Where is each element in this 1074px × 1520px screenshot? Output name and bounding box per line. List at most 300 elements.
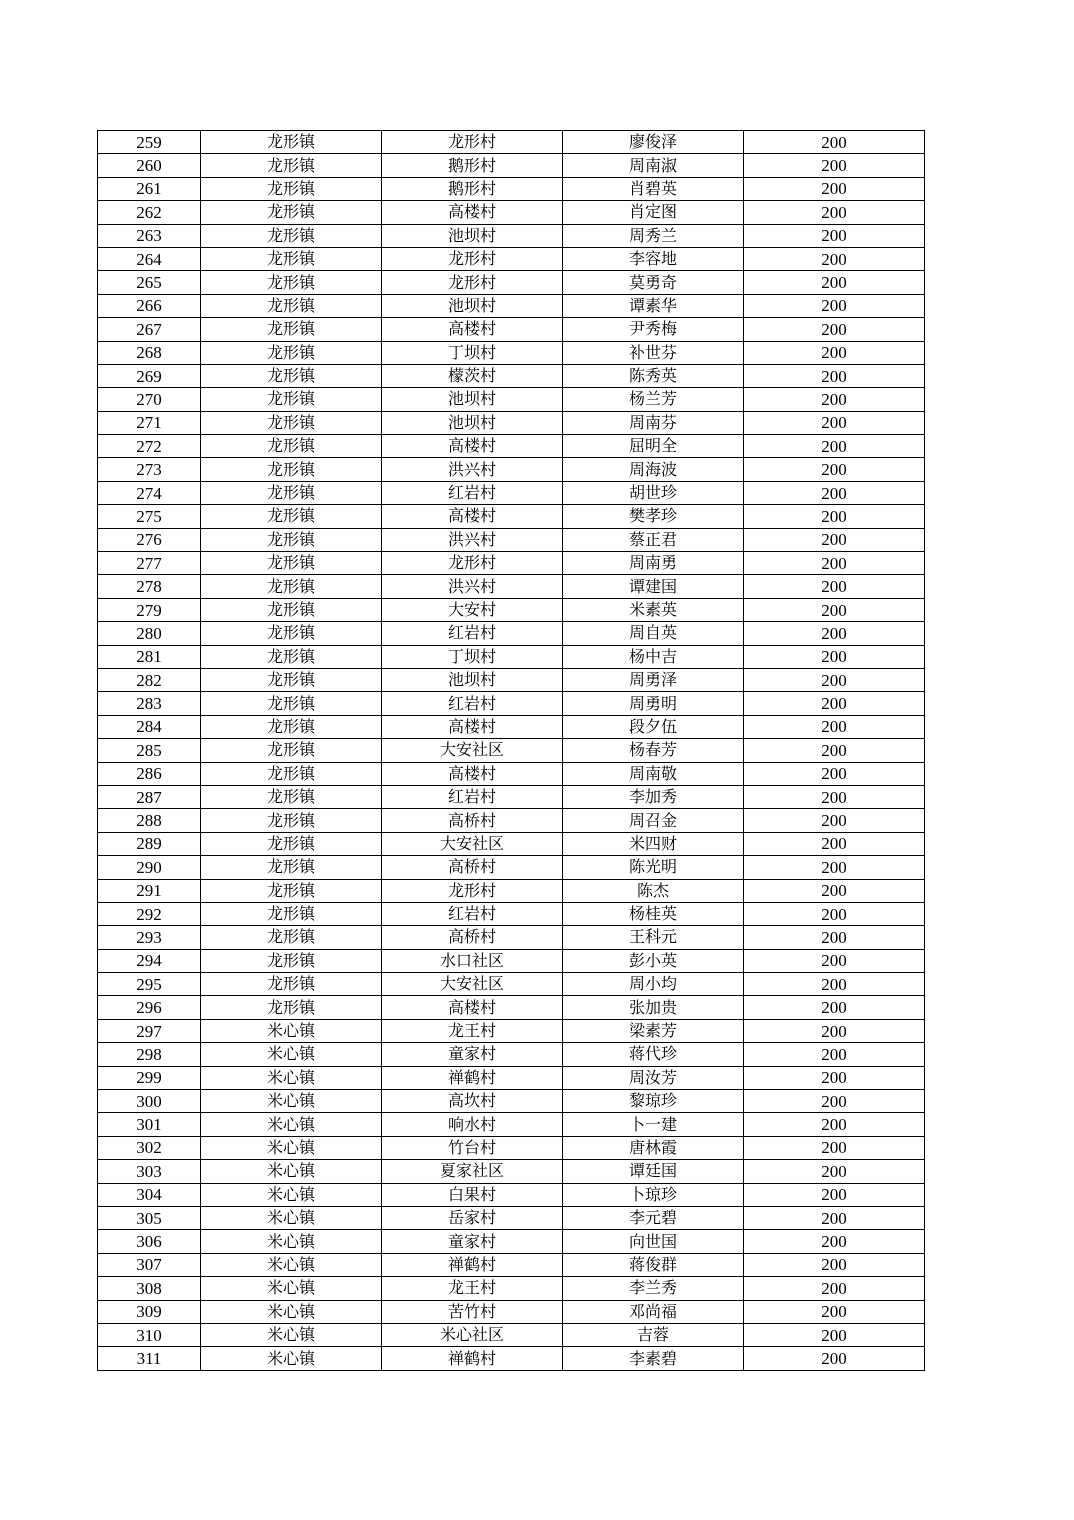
- cell-town: 龙形镇: [201, 996, 382, 1019]
- cell-village: 洪兴村: [382, 528, 563, 551]
- table-row: [98, 341, 925, 364]
- cell-village: 洪兴村: [382, 458, 563, 481]
- cell-number: 302: [98, 1136, 201, 1159]
- cell-amount: 200: [744, 598, 925, 621]
- cell-name: 陈光明: [563, 856, 744, 879]
- cell-number: 287: [98, 785, 201, 808]
- cell-amount: 200: [744, 177, 925, 200]
- table-row: [98, 505, 925, 528]
- cell-number: 300: [98, 1090, 201, 1113]
- cell-name: 谭素华: [563, 294, 744, 317]
- cell-town: 米心镇: [201, 1066, 382, 1089]
- cell-town: 米心镇: [201, 1160, 382, 1183]
- table-row: [98, 201, 925, 224]
- cell-village: 响水村: [382, 1113, 563, 1136]
- table-row: [98, 879, 925, 902]
- cell-number: 297: [98, 1019, 201, 1042]
- cell-village: 鹅形村: [382, 154, 563, 177]
- cell-amount: 200: [744, 1066, 925, 1089]
- table-row: [98, 435, 925, 458]
- cell-name: 王科元: [563, 926, 744, 949]
- table-row: [98, 1230, 925, 1253]
- cell-village: 竹台村: [382, 1136, 563, 1159]
- table-row: [98, 1019, 925, 1042]
- cell-name: 李容地: [563, 247, 744, 270]
- cell-town: 米心镇: [201, 1323, 382, 1346]
- cell-amount: 200: [744, 856, 925, 879]
- cell-amount: 200: [744, 481, 925, 504]
- cell-village: 龙王村: [382, 1019, 563, 1042]
- cell-name: 陈秀英: [563, 364, 744, 387]
- cell-name: 米四财: [563, 832, 744, 855]
- cell-number: 270: [98, 388, 201, 411]
- cell-name: 杨兰芳: [563, 388, 744, 411]
- table-row: [98, 926, 925, 949]
- cell-village: 高桥村: [382, 856, 563, 879]
- cell-town: 龙形镇: [201, 856, 382, 879]
- cell-amount: 200: [744, 1323, 925, 1346]
- table-row: [98, 1347, 925, 1370]
- cell-name: 周汝芳: [563, 1066, 744, 1089]
- cell-village: 檬茨村: [382, 364, 563, 387]
- cell-village: 童家村: [382, 1230, 563, 1253]
- cell-village: 龙形村: [382, 271, 563, 294]
- cell-number: 298: [98, 1043, 201, 1066]
- cell-town: 龙形镇: [201, 949, 382, 972]
- cell-town: 米心镇: [201, 1183, 382, 1206]
- cell-amount: 200: [744, 271, 925, 294]
- cell-town: 米心镇: [201, 1300, 382, 1323]
- table-row: [98, 996, 925, 1019]
- cell-amount: 200: [744, 785, 925, 808]
- cell-amount: 200: [744, 1043, 925, 1066]
- cell-town: 龙形镇: [201, 388, 382, 411]
- table-row: [98, 645, 925, 668]
- cell-name: 周秀兰: [563, 224, 744, 247]
- cell-town: 龙形镇: [201, 575, 382, 598]
- cell-number: 271: [98, 411, 201, 434]
- cell-village: 红岩村: [382, 785, 563, 808]
- cell-number: 310: [98, 1323, 201, 1346]
- cell-number: 264: [98, 247, 201, 270]
- cell-town: 龙形镇: [201, 598, 382, 621]
- cell-name: 彭小英: [563, 949, 744, 972]
- table-row: [98, 575, 925, 598]
- cell-amount: 200: [744, 201, 925, 224]
- cell-town: 龙形镇: [201, 785, 382, 808]
- table-row: [98, 318, 925, 341]
- cell-village: 池坝村: [382, 388, 563, 411]
- cell-town: 龙形镇: [201, 364, 382, 387]
- cell-amount: 200: [744, 926, 925, 949]
- cell-number: 306: [98, 1230, 201, 1253]
- cell-name: 谭廷国: [563, 1160, 744, 1183]
- cell-village: 高坎村: [382, 1090, 563, 1113]
- cell-number: 292: [98, 902, 201, 925]
- cell-amount: 200: [744, 996, 925, 1019]
- table-row: [98, 1090, 925, 1113]
- cell-town: 米心镇: [201, 1019, 382, 1042]
- cell-number: 295: [98, 973, 201, 996]
- cell-name: 黎琼珍: [563, 1090, 744, 1113]
- cell-number: 272: [98, 435, 201, 458]
- cell-number: 274: [98, 481, 201, 504]
- cell-village: 丁坝村: [382, 645, 563, 668]
- cell-amount: 200: [744, 902, 925, 925]
- cell-name: 陈杰: [563, 879, 744, 902]
- cell-village: 禅鹤村: [382, 1066, 563, 1089]
- cell-village: 禅鹤村: [382, 1253, 563, 1276]
- table-row: [98, 1113, 925, 1136]
- cell-town: 龙形镇: [201, 481, 382, 504]
- cell-number: 262: [98, 201, 201, 224]
- table-row: [98, 715, 925, 738]
- cell-village: 鹅形村: [382, 177, 563, 200]
- cell-town: 龙形镇: [201, 715, 382, 738]
- table-row: [98, 411, 925, 434]
- cell-village: 洪兴村: [382, 575, 563, 598]
- cell-name: 李素碧: [563, 1347, 744, 1370]
- cell-town: 龙形镇: [201, 973, 382, 996]
- cell-number: 279: [98, 598, 201, 621]
- cell-village: 岳家村: [382, 1206, 563, 1229]
- cell-name: 周海波: [563, 458, 744, 481]
- cell-town: 龙形镇: [201, 832, 382, 855]
- cell-name: 周自英: [563, 622, 744, 645]
- cell-amount: 200: [744, 1019, 925, 1042]
- cell-name: 吉蓉: [563, 1323, 744, 1346]
- cell-amount: 200: [744, 973, 925, 996]
- cell-number: 291: [98, 879, 201, 902]
- cell-town: 龙形镇: [201, 341, 382, 364]
- cell-number: 299: [98, 1066, 201, 1089]
- cell-amount: 200: [744, 388, 925, 411]
- cell-town: 龙形镇: [201, 201, 382, 224]
- cell-number: 303: [98, 1160, 201, 1183]
- cell-number: 296: [98, 996, 201, 1019]
- cell-name: 周南勇: [563, 552, 744, 575]
- cell-name: 樊孝珍: [563, 505, 744, 528]
- cell-number: 277: [98, 552, 201, 575]
- table-row: [98, 1160, 925, 1183]
- cell-amount: 200: [744, 1253, 925, 1276]
- cell-amount: 200: [744, 692, 925, 715]
- cell-village: 池坝村: [382, 294, 563, 317]
- cell-number: 280: [98, 622, 201, 645]
- cell-village: 高楼村: [382, 201, 563, 224]
- cell-village: 龙形村: [382, 879, 563, 902]
- cell-amount: 200: [744, 809, 925, 832]
- cell-name: 屈明全: [563, 435, 744, 458]
- table-row: [98, 224, 925, 247]
- cell-town: 米心镇: [201, 1277, 382, 1300]
- cell-village: 丁坝村: [382, 341, 563, 364]
- table-row: [98, 247, 925, 270]
- cell-town: 米心镇: [201, 1043, 382, 1066]
- table-row: [98, 856, 925, 879]
- cell-amount: 200: [744, 949, 925, 972]
- cell-amount: 200: [744, 364, 925, 387]
- cell-number: 308: [98, 1277, 201, 1300]
- cell-number: 261: [98, 177, 201, 200]
- cell-village: 龙形村: [382, 131, 563, 154]
- cell-amount: 200: [744, 668, 925, 691]
- cell-number: 304: [98, 1183, 201, 1206]
- table-row: [98, 364, 925, 387]
- table-row: [98, 1300, 925, 1323]
- cell-amount: 200: [744, 552, 925, 575]
- cell-number: 290: [98, 856, 201, 879]
- cell-village: 池坝村: [382, 668, 563, 691]
- cell-village: 白果村: [382, 1183, 563, 1206]
- table-row: [98, 739, 925, 762]
- cell-amount: 200: [744, 1206, 925, 1229]
- cell-name: 张加贵: [563, 996, 744, 1019]
- cell-town: 龙形镇: [201, 154, 382, 177]
- table-row: [98, 481, 925, 504]
- cell-number: 275: [98, 505, 201, 528]
- cell-name: 周小均: [563, 973, 744, 996]
- cell-town: 龙形镇: [201, 505, 382, 528]
- cell-village: 池坝村: [382, 224, 563, 247]
- cell-name: 卜琼珍: [563, 1183, 744, 1206]
- cell-number: 278: [98, 575, 201, 598]
- cell-name: 周南敬: [563, 762, 744, 785]
- cell-name: 周南芬: [563, 411, 744, 434]
- cell-village: 红岩村: [382, 622, 563, 645]
- cell-name: 谭建国: [563, 575, 744, 598]
- table-row: [98, 785, 925, 808]
- cell-village: 龙形村: [382, 247, 563, 270]
- table-row: [98, 528, 925, 551]
- cell-name: 梁素芳: [563, 1019, 744, 1042]
- cell-town: 米心镇: [201, 1230, 382, 1253]
- cell-town: 龙形镇: [201, 645, 382, 668]
- cell-name: 蔡正君: [563, 528, 744, 551]
- cell-village: 苦竹村: [382, 1300, 563, 1323]
- cell-town: 米心镇: [201, 1253, 382, 1276]
- cell-name: 肖碧英: [563, 177, 744, 200]
- cell-name: 尹秀梅: [563, 318, 744, 341]
- cell-village: 高楼村: [382, 762, 563, 785]
- cell-amount: 200: [744, 1230, 925, 1253]
- cell-amount: 200: [744, 458, 925, 481]
- cell-number: 301: [98, 1113, 201, 1136]
- cell-number: 265: [98, 271, 201, 294]
- cell-amount: 200: [744, 1113, 925, 1136]
- cell-village: 高楼村: [382, 505, 563, 528]
- cell-name: 周南淑: [563, 154, 744, 177]
- cell-name: 肖定图: [563, 201, 744, 224]
- table-row: [98, 177, 925, 200]
- cell-village: 米心社区: [382, 1323, 563, 1346]
- cell-amount: 200: [744, 528, 925, 551]
- cell-name: 补世芬: [563, 341, 744, 364]
- cell-number: 267: [98, 318, 201, 341]
- cell-number: 311: [98, 1347, 201, 1370]
- cell-amount: 200: [744, 1160, 925, 1183]
- cell-amount: 200: [744, 411, 925, 434]
- cell-amount: 200: [744, 575, 925, 598]
- cell-town: 龙形镇: [201, 739, 382, 762]
- cell-number: 293: [98, 926, 201, 949]
- cell-amount: 200: [744, 435, 925, 458]
- cell-name: 廖俊泽: [563, 131, 744, 154]
- cell-name: 杨春芳: [563, 739, 744, 762]
- cell-name: 李加秀: [563, 785, 744, 808]
- cell-amount: 200: [744, 505, 925, 528]
- cell-name: 李兰秀: [563, 1277, 744, 1300]
- cell-number: 294: [98, 949, 201, 972]
- cell-town: 龙形镇: [201, 926, 382, 949]
- table-row: [98, 1323, 925, 1346]
- cell-village: 高楼村: [382, 715, 563, 738]
- table-row: [98, 762, 925, 785]
- cell-village: 红岩村: [382, 902, 563, 925]
- table-row: [98, 1136, 925, 1159]
- cell-amount: 200: [744, 318, 925, 341]
- cell-town: 米心镇: [201, 1206, 382, 1229]
- cell-number: 309: [98, 1300, 201, 1323]
- cell-name: 蒋俊群: [563, 1253, 744, 1276]
- cell-village: 高楼村: [382, 435, 563, 458]
- cell-amount: 200: [744, 131, 925, 154]
- cell-name: 米素英: [563, 598, 744, 621]
- cell-amount: 200: [744, 1277, 925, 1300]
- cell-name: 杨桂英: [563, 902, 744, 925]
- cell-name: 周召金: [563, 809, 744, 832]
- cell-village: 龙王村: [382, 1277, 563, 1300]
- cell-town: 龙形镇: [201, 318, 382, 341]
- cell-name: 邓尚福: [563, 1300, 744, 1323]
- cell-name: 向世国: [563, 1230, 744, 1253]
- cell-town: 米心镇: [201, 1090, 382, 1113]
- cell-amount: 200: [744, 224, 925, 247]
- cell-town: 龙形镇: [201, 131, 382, 154]
- cell-amount: 200: [744, 341, 925, 364]
- cell-amount: 200: [744, 154, 925, 177]
- cell-village: 水口社区: [382, 949, 563, 972]
- table-row: [98, 949, 925, 972]
- cell-number: 263: [98, 224, 201, 247]
- cell-town: 龙形镇: [201, 622, 382, 645]
- cell-town: 米心镇: [201, 1136, 382, 1159]
- cell-amount: 200: [744, 1136, 925, 1159]
- cell-number: 285: [98, 739, 201, 762]
- cell-village: 大安社区: [382, 739, 563, 762]
- table-row: [98, 1043, 925, 1066]
- table-row: [98, 552, 925, 575]
- cell-name: 卜一建: [563, 1113, 744, 1136]
- cell-number: 281: [98, 645, 201, 668]
- cell-name: 杨中吉: [563, 645, 744, 668]
- table-row: [98, 131, 925, 154]
- cell-amount: 200: [744, 294, 925, 317]
- cell-name: 李元碧: [563, 1206, 744, 1229]
- table-row: [98, 973, 925, 996]
- cell-town: 龙形镇: [201, 224, 382, 247]
- cell-amount: 200: [744, 247, 925, 270]
- cell-village: 池坝村: [382, 411, 563, 434]
- cell-number: 269: [98, 364, 201, 387]
- table-row: [98, 1277, 925, 1300]
- cell-town: 龙形镇: [201, 271, 382, 294]
- cell-town: 龙形镇: [201, 528, 382, 551]
- cell-number: 307: [98, 1253, 201, 1276]
- cell-village: 大安社区: [382, 973, 563, 996]
- cell-number: 286: [98, 762, 201, 785]
- cell-number: 266: [98, 294, 201, 317]
- cell-amount: 200: [744, 739, 925, 762]
- cell-amount: 200: [744, 1090, 925, 1113]
- cell-village: 高桥村: [382, 926, 563, 949]
- table-row: [98, 622, 925, 645]
- cell-amount: 200: [744, 622, 925, 645]
- cell-village: 禅鹤村: [382, 1347, 563, 1370]
- table-row: [98, 692, 925, 715]
- cell-town: 龙形镇: [201, 177, 382, 200]
- cell-village: 大安村: [382, 598, 563, 621]
- table-row: [98, 271, 925, 294]
- cell-village: 红岩村: [382, 481, 563, 504]
- cell-number: 288: [98, 809, 201, 832]
- table-row: [98, 1183, 925, 1206]
- table-row: [98, 1066, 925, 1089]
- cell-village: 大安社区: [382, 832, 563, 855]
- cell-town: 龙形镇: [201, 692, 382, 715]
- cell-amount: 200: [744, 832, 925, 855]
- cell-town: 龙形镇: [201, 435, 382, 458]
- cell-amount: 200: [744, 1347, 925, 1370]
- cell-town: 米心镇: [201, 1113, 382, 1136]
- table-row: [98, 902, 925, 925]
- cell-amount: 200: [744, 715, 925, 738]
- table-row: [98, 832, 925, 855]
- table-row: [98, 809, 925, 832]
- cell-number: 260: [98, 154, 201, 177]
- cell-town: 龙形镇: [201, 411, 382, 434]
- cell-amount: 200: [744, 645, 925, 668]
- cell-number: 283: [98, 692, 201, 715]
- cell-village: 童家村: [382, 1043, 563, 1066]
- recipient-table: [97, 130, 925, 1371]
- cell-name: 周勇泽: [563, 668, 744, 691]
- cell-town: 龙形镇: [201, 879, 382, 902]
- cell-number: 268: [98, 341, 201, 364]
- cell-name: 段夕伍: [563, 715, 744, 738]
- cell-name: 莫勇奇: [563, 271, 744, 294]
- table-body: [98, 131, 925, 1371]
- cell-town: 龙形镇: [201, 809, 382, 832]
- cell-name: 蒋代珍: [563, 1043, 744, 1066]
- cell-number: 289: [98, 832, 201, 855]
- cell-number: 305: [98, 1206, 201, 1229]
- cell-number: 284: [98, 715, 201, 738]
- table-row: [98, 458, 925, 481]
- table-row: [98, 294, 925, 317]
- cell-town: 米心镇: [201, 1347, 382, 1370]
- cell-village: 红岩村: [382, 692, 563, 715]
- cell-amount: 200: [744, 879, 925, 902]
- cell-town: 龙形镇: [201, 294, 382, 317]
- table-row: [98, 154, 925, 177]
- cell-amount: 200: [744, 1300, 925, 1323]
- cell-town: 龙形镇: [201, 247, 382, 270]
- cell-village: 夏家社区: [382, 1160, 563, 1183]
- cell-town: 龙形镇: [201, 902, 382, 925]
- cell-village: 龙形村: [382, 552, 563, 575]
- cell-amount: 200: [744, 1183, 925, 1206]
